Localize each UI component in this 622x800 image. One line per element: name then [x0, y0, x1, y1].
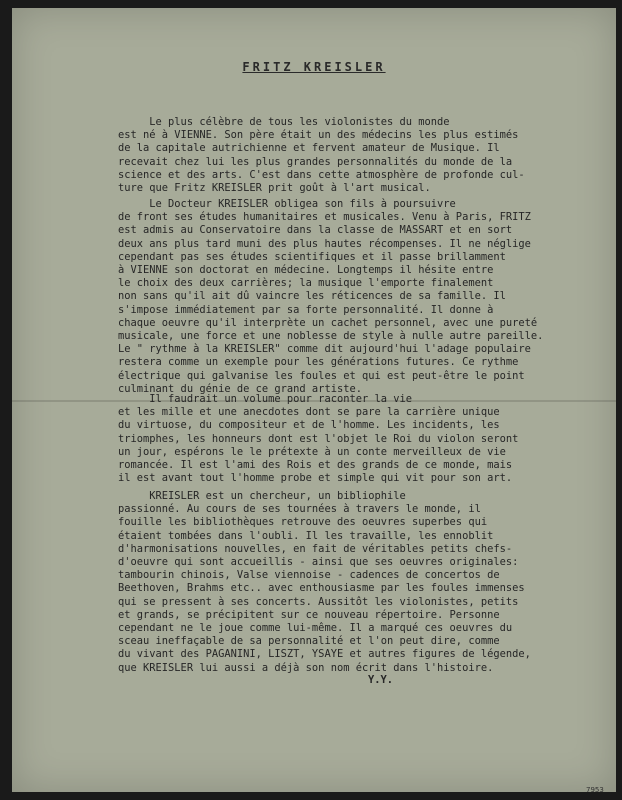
text-line: ture que Fritz KREISLER prit goût à l'art musical. [118, 182, 431, 195]
document-page [12, 8, 616, 792]
text-line: triomphes, les honneurs dont est l'objet le Roi du violon seront [118, 432, 519, 445]
paragraph-3 [118, 393, 578, 485]
text-line: à VIENNE son doctorat en médecine. Longtemps il hésite entre [118, 264, 494, 277]
text-line: Le Docteur KREISLER obligea son fils à poursuivre [118, 198, 456, 210]
text-line: fouille les bibliothèques retrouve des oeuvres superbes qui [118, 516, 488, 529]
text-line: et les mille et une anecdotes dont se pare la carrière unique [118, 406, 500, 419]
text-line: et grands, se précipitent sur ce nouveau répertoire. Personne [118, 608, 500, 621]
text-line: cependant ne le joue comme lui-même. Il a marqué ces oeuvres du [118, 622, 513, 635]
text-line: s'impose immédiatement par sa forte personnalité. Il donne à [118, 303, 494, 316]
text-line: du virtuose, du compositeur et de l'homme. Les incidents, les [118, 419, 500, 432]
text-line: recevait chez lui les plus grandes personnalités du monde de la [118, 155, 513, 168]
text-line: électrique qui galvanise les foules et qui est peut-être le point [118, 369, 525, 382]
text-line: romancée. Il est l'ami des Rois et des grands de ce monde, mais [118, 459, 513, 472]
text-line: le choix des deux carrières; la musique l'emporte finalement [118, 277, 494, 290]
text-line: Beethoven, Brahms etc.. avec enthousiasme par les foules immenses [118, 582, 525, 595]
paragraph-4 [118, 490, 578, 675]
text-line: cependant pas ses études scientifiques et il passe brillamment [118, 250, 506, 263]
text-line: qui se pressent à ses concerts. Aussitôt les violonistes, petits [118, 595, 519, 608]
document-title: FRITZ KREISLER [242, 60, 386, 74]
text-line: de la capitale autrichienne et fervent amateur de Musique. Il [118, 142, 500, 155]
text-line: étaient tombées dans l'oubli. Il les travaille, les ennoblit [118, 529, 494, 542]
archive-number: 7953 [586, 786, 604, 794]
text-line: d'oeuvre qui sont accueillis - ainsi que ses oeuvres originales: [118, 556, 519, 569]
text-line: KREISLER est un chercheur, un bibliophile [118, 490, 406, 502]
paragraph-2 [118, 198, 578, 396]
text-line: est admis au Conservatoire dans la classe de MASSART et en sort [118, 224, 513, 237]
text-line: chaque oeuvre qu'il interprète un cachet personnel, avec une pureté [118, 316, 538, 329]
text-line: deux ans plus tard muni des plus hautes récompenses. Il ne néglige [118, 237, 531, 250]
text-line: d'harmonisations nouvelles, en fait de véritables petits chefs- [118, 542, 513, 555]
paragraph-1 [118, 116, 578, 195]
text-line: du vivant des PAGANINI, LISZT, YSAYE et autres figures de légende, [118, 648, 531, 661]
text-line: Le " rythme à la KREISLER" comme dit aujourd'hui l'adage populaire [118, 343, 531, 356]
text-line: passionné. Au cours de ses tournées à travers le monde, il [118, 503, 481, 516]
text-line: tambourin chinois, Valse viennoise - cadences de concertos de [118, 569, 500, 582]
text-line: Il faudrait un volume pour raconter la vie [118, 393, 413, 405]
text-line: de front ses études humanitaires et musicales. Venu à Paris, FRITZ [118, 211, 531, 224]
signature-initials: Y.Y. [368, 674, 394, 686]
text-line: est né à VIENNE. Son père était un des médecins les plus estimés [118, 129, 519, 142]
text-line: restera comme un exemple pour les générations futures. Ce rythme [118, 356, 519, 369]
text-line: Le plus célèbre de tous les violonistes du monde [118, 116, 450, 128]
text-line: non sans qu'il ait dû vaincre les réticences de sa famille. Il [118, 290, 506, 303]
text-line: sceau ineffaçable de sa personnalité et l'on peut dire, comme [118, 635, 500, 648]
text-line: un jour, espérons le le prétexte à un conte merveilleux de vie [118, 445, 506, 458]
text-line: musicale, une force et une noblesse de style à nulle autre pareille. [118, 330, 544, 343]
text-line: que KREISLER lui aussi a déjà son nom écrit dans l'histoire. [118, 661, 494, 674]
text-line: culminant du génie de ce grand artiste. [118, 382, 362, 395]
text-line: il est avant tout l'homme probe et simple qui vit pour son art. [118, 472, 513, 485]
text-line: science et des arts. C'est dans cette atmosphère de profonde cul- [118, 168, 525, 181]
